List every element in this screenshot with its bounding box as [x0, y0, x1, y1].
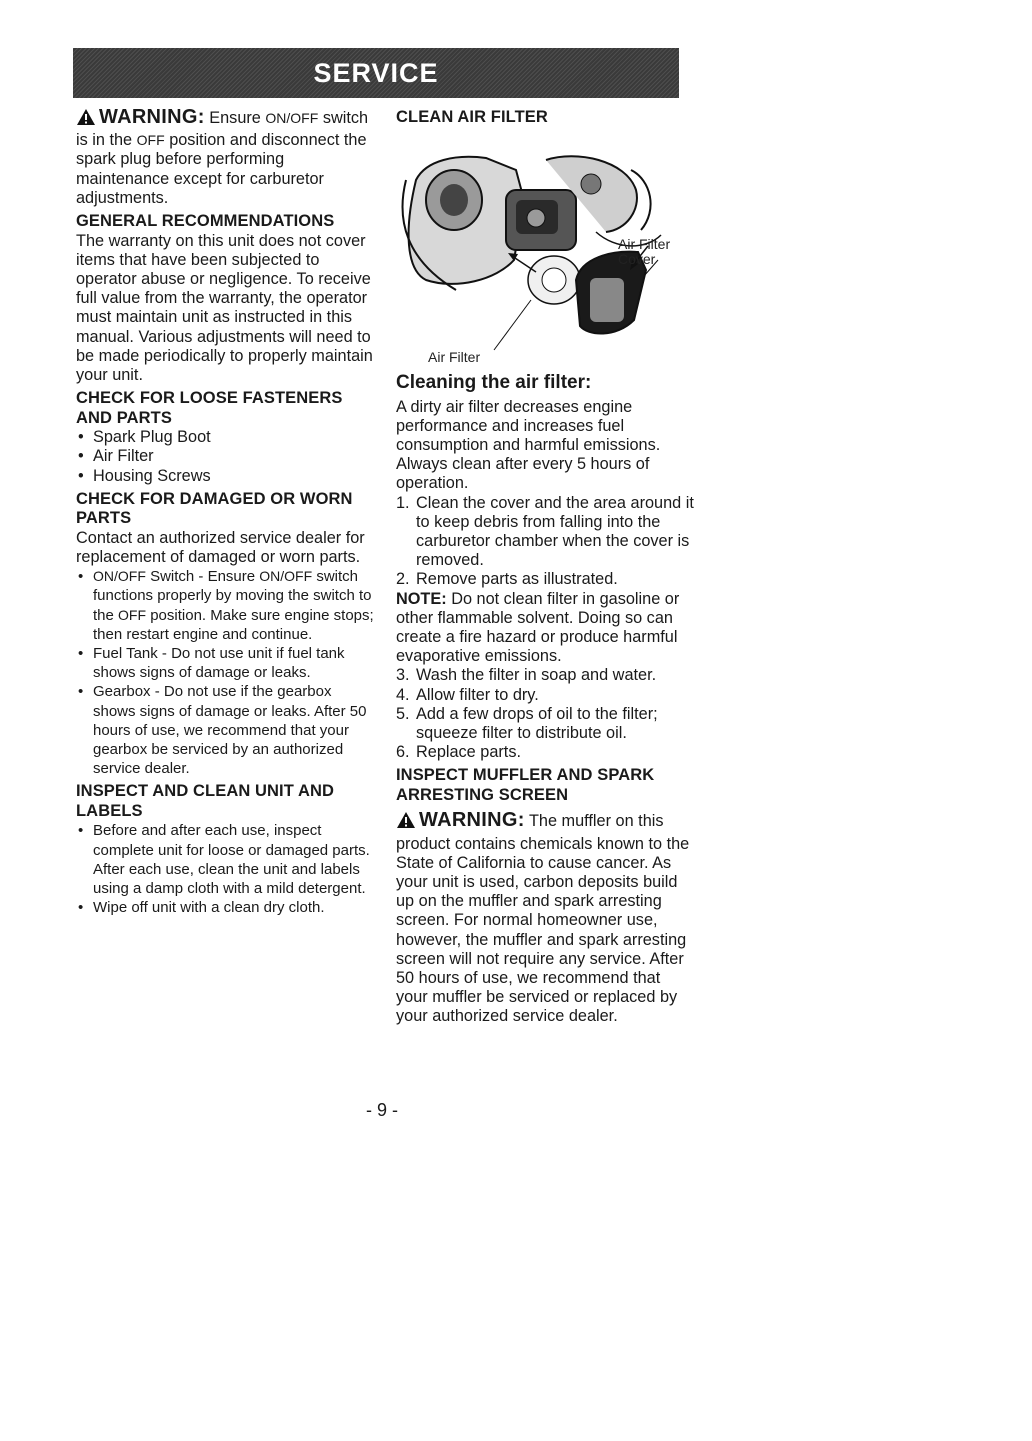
step-text: Clean the cover and the area around it to keep debris from falling into the carburetor chamber when the cover is removed.: [416, 493, 694, 570]
onoff-term: ON/OFF: [265, 110, 319, 126]
step-number: 2.: [396, 570, 410, 589]
right-column: [396, 108, 694, 1027]
list-item: • Fuel Tank - Do not use unit if fuel tank shows signs of damage or leaks.: [76, 644, 376, 682]
warning-text: switch is in the: [76, 109, 369, 150]
cleaning-steps-b: [396, 666, 694, 762]
step-number: 6.: [396, 743, 410, 762]
muffler-warning: [396, 811, 694, 1026]
section-banner: [73, 48, 679, 98]
off-term: OFF: [136, 132, 165, 149]
list-item: [396, 494, 694, 571]
inspect-heading: INSPECT AND CLEAN UNIT AND LABELS: [76, 782, 335, 820]
warning-paragraph: [76, 108, 376, 208]
air-filter-figure: [396, 140, 696, 368]
item-text: Switch - Ensure: [150, 568, 256, 586]
air-filter-heading: CLEAN AIR FILTER: [396, 108, 548, 126]
list-item: • Gearbox - Do not use if the gearbox shows signs of damage or leaks. After 50 hours of use, we recommend that your gearbox be serviced by an authorized service dealer.: [76, 682, 376, 778]
damaged-list: [76, 567, 376, 778]
step-text: Add a few drops of oil to the filter; squeeze filter to distribute oil.: [416, 704, 658, 742]
cleaning-body: A dirty air filter decreases engine performance and increases fuel consumption and harmful emissions. Always clean after every 5 hours of operation.: [396, 397, 661, 493]
general-body: The warranty on this unit does not cover items that have been subjected to operator abuse or negligence. To receive full value from the warranty, the operator must maintain unit as instructed in this manual. Various adjustments will need to be made periodically to properly maintain your unit.: [76, 231, 373, 384]
step-text: Allow filter to dry.: [416, 685, 539, 704]
step-text: Remove parts as illustrated.: [416, 570, 618, 589]
damaged-body: Contact an authorized service dealer for replacement of damaged or worn parts.: [76, 528, 365, 566]
step-number: 3.: [396, 666, 410, 685]
section-title: SERVICE: [313, 57, 439, 88]
inspect-list: [76, 821, 376, 917]
step-number: 4.: [396, 685, 410, 704]
list-item: • Before and after each use, inspect complete unit for loose or damaged parts. After each use, clean the unit and labels using a damp cloth with a mild detergent.: [76, 821, 376, 898]
list-item: [396, 705, 694, 743]
warning-text: Ensure: [209, 109, 261, 127]
note-text: Do not clean filter in gasoline or other flammable solvent. Doing so can create a fire hazard or produce harmful evaporative emissions.: [396, 589, 680, 666]
step-text: Replace parts.: [416, 743, 521, 762]
label-air-filter-cover: Air Filter Cover: [618, 235, 671, 267]
note-paragraph: [396, 590, 694, 667]
warning-icon: [76, 108, 96, 131]
note-label: NOTE:: [396, 589, 447, 608]
warning-text: The muffler on this product contains chemicals known to the State of California to cause cancer. As your unit is used, carbon deposits build up on the muffler and spark arresting screen. For normal homeowner use, however, the muffler and spark arresting screen will not require any service. After 50 hours of use, we recommend that your muffler be serviced or replaced by your authorized service dealer.: [396, 812, 690, 1026]
general-heading: GENERAL RECOMMENDATIONS: [76, 212, 335, 231]
list-item: • Wipe off unit with a clean dry cloth.: [76, 898, 376, 917]
left-column: [76, 108, 376, 917]
damaged-heading: CHECK FOR DAMAGED OR WORN PARTS: [76, 489, 353, 528]
cleaning-steps-a: [396, 494, 694, 590]
loose-list: [76, 428, 376, 486]
item-text: position. Make sure engine stops; then restart engine and continue.: [93, 606, 374, 643]
onoff-term: ON/OFF: [259, 568, 313, 585]
item-text: switch functions properly by moving the switch to the: [93, 568, 372, 624]
onoff-term: ON/OFF: [93, 568, 146, 585]
list-item: [396, 743, 694, 762]
warning-text: position and disconnect the spark plug before performing maintenance except for carburetor adjustments.: [76, 131, 367, 207]
cleaning-heading: Cleaning the air filter:: [396, 371, 592, 393]
list-item: [396, 666, 694, 685]
muffler-heading: INSPECT MUFFLER AND SPARK ARRESTING SCREEN: [396, 766, 655, 804]
step-number: 1.: [396, 493, 410, 512]
warning-label: WARNING:: [419, 809, 525, 832]
page-number: - 9 -: [365, 1100, 398, 1120]
list-item: • Air Filter: [76, 447, 376, 466]
label-air-filter: Air Filter: [428, 348, 481, 365]
step-number: 5.: [396, 704, 410, 723]
list-item: • Housing Screws: [76, 467, 376, 486]
warning-icon: [396, 811, 416, 834]
off-term: OFF: [118, 606, 147, 623]
warning-label: WARNING:: [99, 106, 205, 128]
loose-heading: CHECK FOR LOOSE FASTENERS AND PARTS: [76, 389, 343, 427]
list-item: [396, 686, 694, 705]
list-item: [76, 567, 376, 644]
step-text: Wash the filter in soap and water.: [416, 666, 657, 685]
list-item: • Spark Plug Boot: [76, 428, 376, 447]
list-item: [396, 570, 694, 589]
